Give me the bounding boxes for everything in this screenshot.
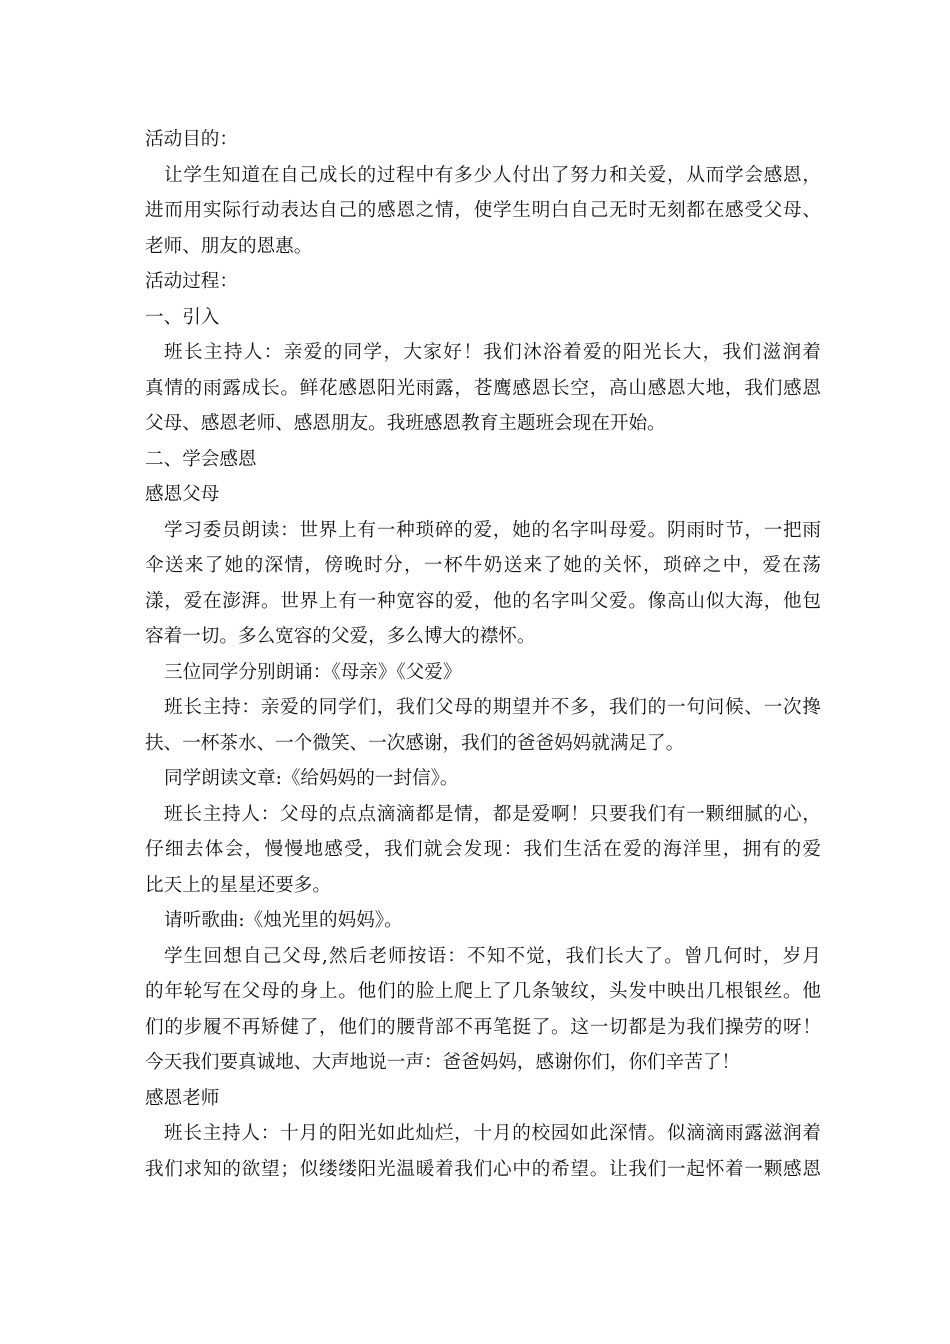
text-line: 我们求知的欲望；似缕缕阳光温暖着我们心中的希望。让我们一起怀着一颗感恩 bbox=[145, 1158, 821, 1180]
text-line: 同学朗读文章:《给妈妈的一封信》。 bbox=[164, 768, 459, 789]
text-line: 学习委员朗读：世界上有一种琐碎的爱，她的名字叫母爱。阴雨时节，一把雨 bbox=[164, 519, 821, 541]
text-line: 父母、感恩老师、感恩朋友。我班感恩教育主题班会现在开始。 bbox=[145, 413, 666, 434]
text-line: 伞送来了她的深情，傍晚时分，一杯牛奶送来了她的关怀，琐碎之中，爱在荡 bbox=[145, 555, 821, 576]
text-line: 漾，爱在澎湃。世界上有一种宽容的爱，他的名字叫父爱。像高山似大海，他包 bbox=[145, 590, 821, 612]
text-line: 真情的雨露成长。鲜花感恩阳光雨露，苍鹰感恩长空，高山感恩大地，我们感恩 bbox=[145, 377, 821, 399]
text-line: 感恩老师 bbox=[145, 1087, 220, 1109]
text-line: 比天上的星星还要多。 bbox=[145, 874, 331, 896]
text-line: 学生回想自己父母,然后老师按语：不知不觉，我们长大了。曾几何时，岁月 bbox=[164, 945, 821, 967]
text-line: 班长主持人：亲爱的同学，大家好！我们沐浴着爱的阳光长大，我们滋润着 bbox=[164, 342, 821, 363]
text-line: 扶、一杯茶水、一个微笑、一次感谢，我们的爸爸妈妈就满足了。 bbox=[145, 732, 685, 754]
text-line: 一、引入 bbox=[145, 306, 220, 328]
text-line: 活动过程： bbox=[145, 271, 238, 292]
text-line: 班长主持人：父母的点点滴滴都是情，都是爱啊！只要我们有一颗细腻的心， bbox=[164, 803, 821, 825]
document-page bbox=[145, 122, 821, 1187]
text-line: 班长主持：亲爱的同学们，我们父母的期望并不多，我们的一句问候、一次搀 bbox=[164, 697, 821, 718]
text-line: 容着一切。多么宽容的父爱，多么博大的襟怀。 bbox=[145, 626, 536, 647]
text-line: 二、学会感恩 bbox=[145, 448, 257, 470]
text-line: 请听歌曲:《烛光里的妈妈》。 bbox=[164, 910, 403, 931]
text-line: 活动目的： bbox=[145, 129, 238, 150]
text-line: 让学生知道在自己成长的过程中有多少人付出了努力和关爱，从而学会感恩， bbox=[164, 164, 821, 186]
text-line: 感恩父母 bbox=[145, 484, 220, 505]
text-line: 们的步履不再矫健了，他们的腰背部不再笔挺了。这一切都是为我们操劳的呀！ bbox=[145, 1016, 821, 1038]
text-line: 三位同学分别朗诵：《母亲》《父爱》 bbox=[164, 661, 462, 683]
text-line: 的年轮写在父母的身上。他们的脸上爬上了几条皱纹，头发中映出几根银丝。他 bbox=[145, 981, 821, 1002]
text-line: 仔细去体会，慢慢地感受，我们就会发现：我们生活在爱的海洋里，拥有的爱 bbox=[145, 839, 821, 860]
text-line: 进而用实际行动表达自己的感恩之情，使学生明白自己无时无刻都在感受父母、 bbox=[145, 200, 821, 221]
text-line: 班长主持人：十月的阳光如此灿烂，十月的校园如此深情。似滴滴雨露滋润着 bbox=[164, 1123, 821, 1144]
text-line: 老师、朋友的恩惠。 bbox=[145, 235, 313, 257]
text-line: 今天我们要真诚地、大声地说一声：爸爸妈妈，感谢你们，你们辛苦了！ bbox=[145, 1052, 741, 1073]
